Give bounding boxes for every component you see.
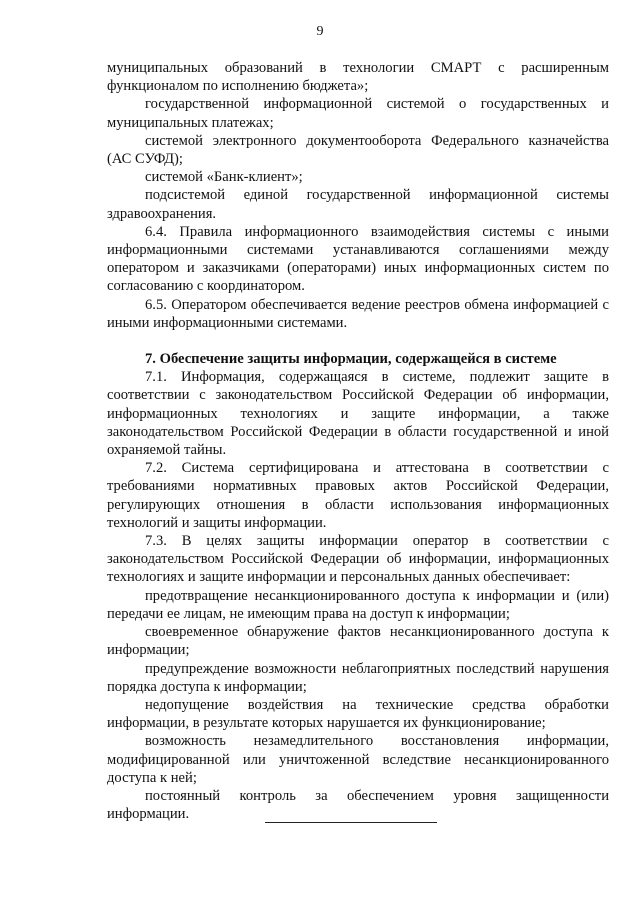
page-number: 9 bbox=[316, 24, 324, 39]
paragraph: 6.5. Оператором обеспечивается ведение реестров обмена информацией с иными информационными системами. bbox=[107, 296, 609, 331]
paragraph: 7.3. В целях защиты информации оператор в соответствии с законодательством Российской Федерации об информации, информационных технологиях и защите информации и персональных данных обеспечивает: bbox=[107, 533, 609, 586]
document-body bbox=[107, 59, 609, 823]
list-item: предупреждение возможности неблагоприятных последствий нарушения порядка доступа к информации; bbox=[107, 660, 609, 695]
list-item: постоянный контроль за обеспечением уровня защищенности информации. bbox=[107, 787, 609, 823]
paragraph: 7.1. Информация, содержащаяся в системе, подлежит защите в соответствии с законодательством Российской Федерации об информации, информационных технологиях и защите информации, а также законодательством Российской Федерации в области государственной и иной охраняемой тайны. bbox=[107, 369, 609, 459]
paragraph: муниципальных образований в технологии СМАРТ с расширенным функционалом по исполнению бюджета»; bbox=[107, 60, 609, 95]
list-item: предотвращение несанкционированного доступа к информации и (или) передачи ее лицам, не имеющим права на доступ к информации; bbox=[107, 587, 609, 622]
paragraph: государственной информационной системой о государственных и муниципальных платежах; bbox=[107, 96, 609, 131]
paragraph: подсистемой единой государственной информационной системы здравоохранения. bbox=[107, 187, 609, 222]
section-spacer bbox=[107, 332, 609, 350]
list-item: возможность незамедлительного восстановления информации, модифицированной или уничтоженной вследствие несанкционированного доступа к ней; bbox=[107, 733, 609, 786]
list-item: своевременное обнаружение фактов несанкционированного доступа к информации; bbox=[107, 624, 609, 659]
paragraph: 7.2. Система сертифицирована и аттестована в соответствии с требованиями нормативных правовых актов Российской Федерации, регулирующих отношения в области использования информационных технологий и защиты информации. bbox=[107, 460, 609, 531]
paragraph: системой электронного документооборота Федерального казначейства (АС СУФД); bbox=[107, 132, 609, 168]
paragraph: 6.4. Правила информационного взаимодействия системы с иными информационными системами устанавливаются соглашениями между оператором и заказчиками (операторами) иных информационных систем по согласованию с координатором. bbox=[107, 223, 609, 295]
end-rule bbox=[265, 822, 437, 823]
section-heading: 7. Обеспечение защиты информации, содержащейся в системе bbox=[145, 351, 557, 368]
list-item: недопущение воздействия на технические средства обработки информации, в результате которых нарушается их функционирование; bbox=[107, 696, 609, 732]
paragraph: системой «Банк-клиент»; bbox=[145, 169, 303, 186]
